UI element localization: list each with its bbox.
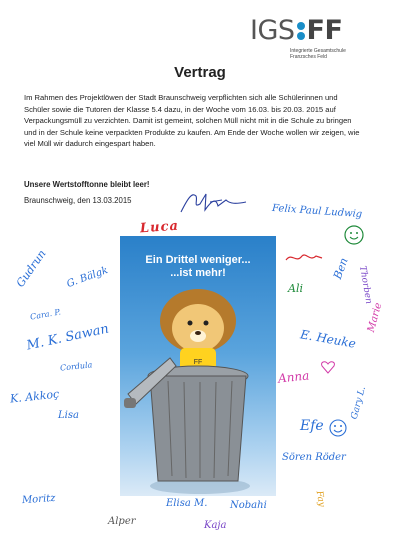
- signature-e-heuke: E. Heuke: [299, 327, 357, 351]
- contract-paragraph: Im Rahmen des Projektlöwen der Stadt Braunschweig verpflichten sich alle Schülerinnen und Schüler sowie die Tutoren der Klasse 5.4 dazu, in der Woche vom 16.03. bis 20.03. 2015 auf Verpackungsmüll zu verzichten. Damit ist gemeint, solchen Müll nicht mit in die Schule zu bringen und in der Schule keine verpackten Produkte zu kaufen. Am Ende der Woche wollen wir zeigen, wie viel Müll wir dadurch eingespart haben.: [24, 93, 360, 149]
- logo-subtitle: Integrierte Gesamtschule Franzsches Feld: [290, 48, 346, 60]
- campaign-poster: [120, 236, 276, 496]
- heart-icon: [320, 360, 336, 374]
- signature-fay: Fay: [313, 490, 327, 508]
- signature-luca: Luca: [139, 218, 180, 237]
- motto: Unsere Wertstofftonne bleibt leer!: [24, 180, 150, 189]
- signature-nobahi: Nobahi: [230, 500, 267, 511]
- signature-cordula: Cordula: [59, 360, 93, 373]
- signature-cara: Cara. P.: [29, 307, 62, 322]
- logo-wordmark: IGS FF: [250, 15, 343, 46]
- signature-alper: Alper: [108, 516, 136, 527]
- signature-ben: Ben: [331, 256, 351, 281]
- red-scribble-icon: [284, 250, 324, 266]
- signature-gary-l: Gary L.: [349, 385, 369, 421]
- signature-k-akkoc: K. Akkoç: [9, 387, 60, 406]
- signature-ali: Ali: [288, 282, 303, 295]
- signature-g-balgk: G. Bälgk: [65, 264, 110, 291]
- svg-text:FF: FF: [193, 359, 203, 366]
- signature-lisa: Lisa: [58, 410, 79, 421]
- signature-gudrun: Gudrun: [13, 247, 49, 290]
- signature-soren-roder: Sören Röder: [282, 452, 346, 463]
- school-logo: [250, 14, 370, 68]
- place-and-date: Braunschweig, den 13.03.2015: [24, 196, 132, 205]
- signature-felix-paul-ludwig: Felix Paul Ludwig: [271, 202, 363, 221]
- smiley-face-icon: [340, 224, 368, 246]
- logo-dots-icon: [296, 16, 306, 40]
- signature-m-k-sawan: M. K. Sawan: [25, 321, 111, 354]
- document-title: Vertrag: [174, 64, 226, 81]
- smiley-face-icon-blue: [328, 418, 348, 438]
- signature-anna: Anna: [277, 368, 310, 386]
- signature-thorben: Thorben: [356, 265, 374, 305]
- signature-moritz: Moritz: [21, 492, 56, 507]
- lion-in-trashcan-illustration: [120, 236, 276, 496]
- signature-elisa-m: Elisa M.: [166, 498, 208, 509]
- teacher-signature: [178, 190, 250, 216]
- signature-marie: Marie: [365, 301, 385, 334]
- signature-kaja: Kaja: [204, 520, 227, 531]
- signature-efe: Efe: [300, 418, 324, 434]
- poster-slogan: Ein Drittel weniger... ...ist mehr!: [145, 254, 251, 279]
